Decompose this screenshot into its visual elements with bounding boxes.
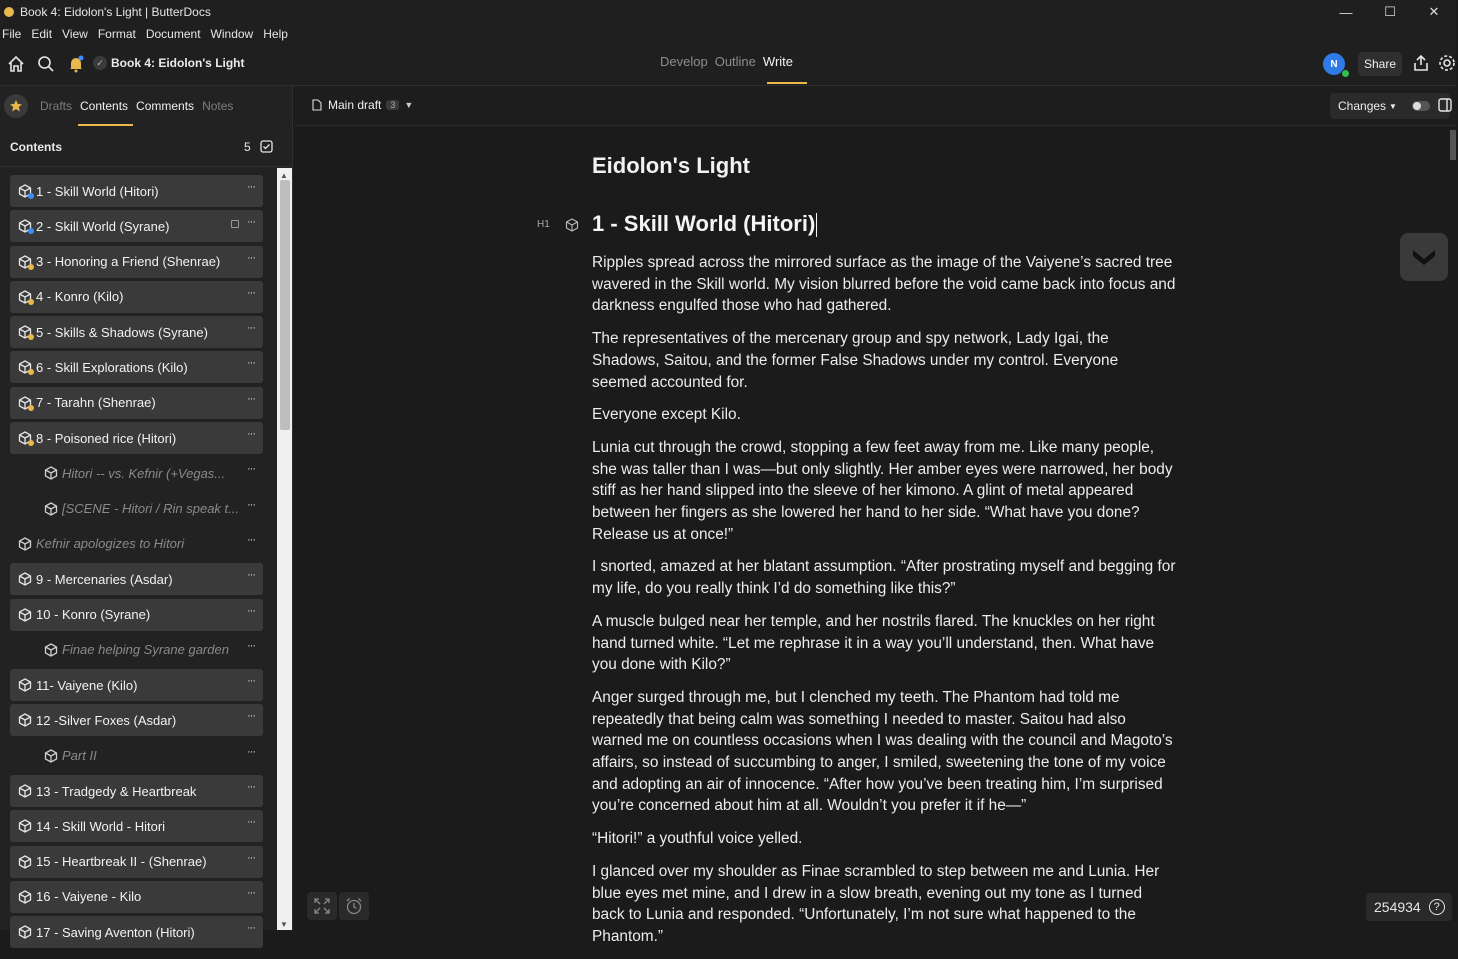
toc-item-label: Kefnir apologizes to Hitori: [36, 536, 185, 552]
chapter-cube-icon: [44, 643, 58, 657]
contents-heading: Contents: [10, 140, 62, 154]
chapter-cube-icon: [18, 713, 32, 727]
more-options-button[interactable]: ···: [247, 851, 255, 864]
sidebar-scroll-thumb[interactable]: [280, 180, 290, 430]
draft-bar: [294, 86, 1456, 126]
toc-item-label: 14 - Skill World - Hitori: [36, 818, 166, 834]
changes-label: Changes: [1338, 99, 1387, 113]
chapter-cube-icon: [18, 819, 32, 833]
notifications-bell-icon[interactable]: [66, 54, 86, 74]
menu-bar: [0, 24, 1456, 44]
menu-view[interactable]: View: [62, 27, 88, 41]
toc-item-label: 6 - Skill Explorations (Kilo): [36, 359, 188, 375]
changes-chevron-icon: ▼: [1389, 101, 1397, 111]
active-tab-indicator: [767, 82, 807, 84]
toc-chapter-item[interactable]: [10, 175, 263, 207]
toc-chapter-item[interactable]: [10, 210, 263, 242]
toc-note-item[interactable]: [10, 493, 263, 525]
chapter-cube-icon: [18, 608, 32, 622]
draft-selector[interactable]: [311, 98, 413, 112]
chapter-cube-icon: [18, 855, 32, 869]
export-icon[interactable]: [1412, 54, 1432, 74]
contents-count: 5: [244, 140, 251, 154]
more-options-button[interactable]: ···: [247, 639, 255, 652]
paragraph[interactable]: I glanced over my shoulder as Finae scrambled to step between me and Lunia. Her blue eyes met mine, and I drew in a slow breath, evening out my tone as I turned back to Lunia and responded. “Unfortunately, I’m not sure what happened to the Phantom.”: [592, 862, 1160, 945]
paragraph[interactable]: Everyone except Kilo.: [592, 406, 741, 424]
chevron-down-icon: ▼: [404, 100, 414, 110]
toc-chapter-item[interactable]: [10, 775, 263, 807]
chapter-cube-icon: [18, 431, 32, 445]
toc-chapter-item[interactable]: [10, 810, 263, 842]
toc-item-label: 4 - Konro (Kilo): [36, 289, 124, 305]
help-icon[interactable]: ?: [1429, 899, 1445, 915]
chapter-cube-icon: [18, 784, 32, 798]
saved-check-icon: ✓: [93, 56, 107, 70]
toc-item-label: 1 - Skill World (Hitori): [36, 183, 159, 199]
chapter-cube-icon: [18, 396, 32, 410]
online-status-icon: [1341, 69, 1350, 78]
window-title: Book 4: Eidolon's Light | ButterDocs: [20, 5, 211, 19]
word-count: 254934: [1374, 899, 1421, 915]
more-options-button[interactable]: ···: [247, 357, 255, 370]
select-all-checkbox-icon[interactable]: [260, 140, 273, 158]
toc-item-label: 11- Vaiyene (Kilo): [36, 677, 138, 693]
favorite-star-icon[interactable]: [4, 94, 28, 118]
document-title: Book 4: Eidolon's Light: [111, 56, 245, 70]
toc-chapter-item[interactable]: [10, 351, 263, 383]
paragraph[interactable]: I snorted, amazed at her blatant assumption. “After prostrating myself and begging for my life, do you really think I’d do something like this?”: [592, 558, 1176, 598]
tab-develop[interactable]: Develop: [660, 54, 708, 69]
menu-edit[interactable]: Edit: [31, 27, 53, 41]
book-title: Eidolon's Light: [592, 153, 750, 178]
status-dot-icon: [28, 299, 34, 305]
toc-chapter-item[interactable]: [10, 669, 263, 701]
share-button[interactable]: Share: [1358, 52, 1402, 76]
more-options-button[interactable]: ···: [247, 498, 255, 511]
tab-outline[interactable]: Outline: [714, 54, 756, 69]
toc-chapter-item[interactable]: [10, 281, 263, 313]
more-options-button[interactable]: ···: [247, 604, 255, 617]
chapter-heading-text: 1 - Skill World (Hitori): [592, 211, 816, 236]
draft-label: Main draft: [328, 98, 382, 112]
more-options-button[interactable]: ···: [247, 569, 255, 582]
toc-item-label: 13 - Tradgedy & Heartbreak: [36, 783, 197, 799]
close-button[interactable]: ✕: [1428, 4, 1440, 19]
toc-item-label: 16 - Vaiyene - Kilo: [36, 889, 142, 905]
changes-dropdown[interactable]: [1330, 93, 1450, 119]
more-options-button[interactable]: ···: [247, 181, 255, 193]
tab-comments[interactable]: Comments: [136, 99, 195, 113]
toc-chapter-item[interactable]: [10, 422, 263, 454]
maximize-button[interactable]: ☐: [1384, 4, 1396, 19]
chapter-cube-icon: [18, 360, 32, 374]
paragraph[interactable]: The representatives of the mercenary group and spy network, Lady Igai, the Shadows, Saitou, and the former False Shadows under my control. Everyone seemed accounted for.: [592, 330, 1119, 391]
app-header: [0, 44, 1456, 86]
toc-item-label: 5 - Skills & Shadows (Syrane): [36, 324, 208, 340]
alarm-clock-icon: [345, 897, 363, 915]
status-dot-icon: [28, 228, 34, 234]
scroll-down-arrow-icon[interactable]: ▼: [280, 920, 288, 929]
chapter-cube-icon: [44, 502, 58, 516]
chapter-cube-icon: [18, 255, 32, 269]
more-options-button[interactable]: ···: [247, 675, 255, 688]
window-controls: [1324, 0, 1456, 24]
tab-notes[interactable]: Notes: [202, 99, 234, 113]
menu-format[interactable]: Format: [97, 27, 136, 41]
chapter-cube-icon: [18, 890, 32, 904]
toc-chapter-item[interactable]: [10, 916, 263, 948]
editor-area[interactable]: [294, 126, 1456, 945]
toc-chapter-item[interactable]: [10, 846, 263, 878]
menu-help[interactable]: Help: [263, 27, 288, 41]
tab-contents[interactable]: Contents: [80, 99, 129, 113]
toc-item-label: Hitori -- vs. Kefnir (+Vegas...: [62, 465, 226, 481]
toc-chapter-item[interactable]: [10, 316, 263, 348]
toc-chapter-item[interactable]: [10, 387, 263, 419]
paragraph[interactable]: “Hitori!” a youthful voice yelled.: [592, 830, 803, 848]
comment-icon[interactable]: [231, 220, 239, 228]
chapter-cube-icon[interactable]: [565, 218, 579, 237]
chapter-cube-icon: [18, 184, 32, 198]
chapter-cube-icon: [18, 219, 32, 233]
contents-list: [10, 175, 263, 952]
status-dot-icon: [28, 334, 34, 340]
toc-item-label: Part II: [62, 748, 97, 764]
status-dot-icon: [28, 369, 34, 375]
tab-write[interactable]: Write: [762, 54, 794, 69]
menu-window[interactable]: Window: [210, 27, 254, 41]
toc-note-item[interactable]: [10, 740, 263, 772]
more-options-button[interactable]: ···: [247, 216, 255, 229]
window-titlebar: [0, 0, 1456, 24]
home-icon[interactable]: [6, 54, 26, 74]
toc-chapter-item[interactable]: [10, 599, 263, 631]
word-count-badge[interactable]: [1366, 893, 1452, 921]
toc-item-label: [SCENE - Hitori / Rin speak t...: [62, 501, 239, 517]
more-options-button[interactable]: ···: [247, 322, 255, 335]
status-dot-icon: [28, 193, 34, 199]
sidebar-divider: [0, 166, 293, 167]
more-options-button[interactable]: ···: [247, 428, 255, 441]
status-dot-icon: [28, 264, 34, 270]
minimize-button[interactable]: —: [1339, 4, 1353, 20]
toc-item-label: 17 - Saving Aventon (Hitori): [36, 924, 195, 940]
more-options-button[interactable]: ···: [247, 922, 255, 935]
toc-item-label: 9 - Mercenaries (Asdar): [36, 571, 173, 587]
settings-gear-icon[interactable]: [1438, 54, 1458, 74]
search-icon[interactable]: [36, 54, 56, 74]
chapter-cube-icon: [44, 466, 58, 480]
toc-item-label: 12 -Silver Foxes (Asdar): [36, 712, 177, 728]
editor-scrollbar[interactable]: [1450, 130, 1456, 160]
more-options-button[interactable]: ···: [247, 781, 255, 794]
changes-toggle[interactable]: [1412, 101, 1430, 111]
menu-document[interactable]: Document: [145, 27, 201, 41]
chapter-body[interactable]: [592, 252, 1177, 959]
more-options-button[interactable]: ···: [247, 251, 255, 264]
paragraph[interactable]: Anger surged through me, but I clenched my teeth. The Phantom had told me repeatedly that being calm was something I needed to master. Saitou had also warned me on countless occasions when I was dealing with the council and Magoto’s affairs, so instead of succumbing to anger, I smiled, sweetening the tone of my voice and adopting an air of innocence. “After how you’ve been treating him, I’m surprised you’re concerned about him at all. Wouldn’t you prefer it if he—”: [592, 688, 1173, 815]
chapter-cube-icon: [18, 572, 32, 586]
toc-chapter-item[interactable]: [10, 704, 263, 736]
chapter-cube-icon: [44, 749, 58, 763]
chapter-cube-icon: [18, 678, 32, 692]
more-options-button[interactable]: ···: [247, 533, 255, 546]
heading-level-tag[interactable]: H1: [537, 219, 550, 230]
more-options-button[interactable]: ···: [247, 286, 255, 299]
app-logo-icon: [4, 7, 14, 17]
paragraph[interactable]: Lunia cut through the crowd, stopping a few feet away from me. Like many people, she was taller than I was—but only slightly. Her amber eyes were narrowed, her body stiff as her hand slipped into the sleeve of her kimono. A glint of metal appeared between her fingers as she lowered her hand to her side. “What have you done? Release us at once!”: [592, 438, 1173, 543]
toc-chapter-item[interactable]: [10, 246, 263, 278]
toc-note-item[interactable]: [10, 457, 263, 489]
chevron-down-icon: [1411, 247, 1437, 267]
toc-note-item[interactable]: [10, 528, 263, 560]
chapter-cube-icon: [18, 290, 32, 304]
collapse-panel-button[interactable]: [1400, 233, 1448, 281]
toc-item-label: Finae helping Syrane garden: [62, 642, 229, 658]
chapter-cube-icon: [18, 537, 32, 551]
timer-button[interactable]: [339, 892, 369, 920]
toc-item-label: 10 - Konro (Syrane): [36, 607, 151, 623]
mode-tabs: [660, 54, 793, 69]
chapter-cube-icon: [18, 925, 32, 939]
toc-item-label: 7 - Tarahn (Shenrae): [36, 395, 156, 411]
sidebar: [0, 86, 293, 940]
paragraph[interactable]: Ripples spread across the mirrored surface as the image of the Vaiyene’s sacred tree wavered in the Skill world. My vision blurred before the void came back into focus and darkness engulfed those who had gathered.: [592, 254, 1176, 315]
status-dot-icon: [28, 405, 34, 411]
paragraph[interactable]: A muscle bulged near her temple, and her nostrils flared. The knuckles on her right hand turned white. “Let me rephrase it in a way you’ll understand, then. What have you done with Kilo?”: [592, 612, 1155, 674]
document-icon: [311, 99, 323, 111]
chapter-cube-icon: [18, 325, 32, 339]
more-options-button[interactable]: ···: [247, 886, 255, 899]
status-dot-icon: [28, 440, 34, 446]
chapter-heading[interactable]: [592, 211, 817, 237]
toc-chapter-item[interactable]: [10, 563, 263, 595]
fullscreen-button[interactable]: [307, 892, 337, 920]
more-options-button[interactable]: ···: [247, 745, 255, 758]
menu-file[interactable]: File: [2, 27, 22, 41]
scroll-up-arrow-icon[interactable]: ▲: [280, 171, 288, 180]
more-options-button[interactable]: ···: [247, 392, 255, 405]
avatar[interactable]: N: [1323, 53, 1345, 75]
toc-item-label: 15 - Heartbreak II - (Shenrae): [36, 854, 207, 870]
toc-chapter-item[interactable]: [10, 881, 263, 913]
more-options-button[interactable]: ···: [247, 710, 255, 723]
more-options-button[interactable]: ···: [247, 463, 255, 476]
toc-item-label: 2 - Skill World (Syrane): [36, 218, 170, 234]
sidebar-tabs: [40, 99, 233, 113]
sidebar-active-tab-indicator: [78, 124, 133, 126]
panel-toggle-icon[interactable]: [1438, 98, 1452, 117]
toc-note-item[interactable]: [10, 634, 263, 666]
fullscreen-icon: [314, 898, 330, 914]
draft-count-badge: 3: [386, 100, 399, 110]
toc-item-label: 3 - Honoring a Friend (Shenrae): [36, 254, 221, 270]
toc-item-label: 8 - Poisoned rice (Hitori): [36, 430, 177, 446]
more-options-button[interactable]: ···: [247, 816, 255, 829]
bottom-toolbar: [307, 892, 369, 920]
text-cursor: [816, 213, 817, 237]
tab-drafts[interactable]: Drafts: [40, 99, 73, 113]
